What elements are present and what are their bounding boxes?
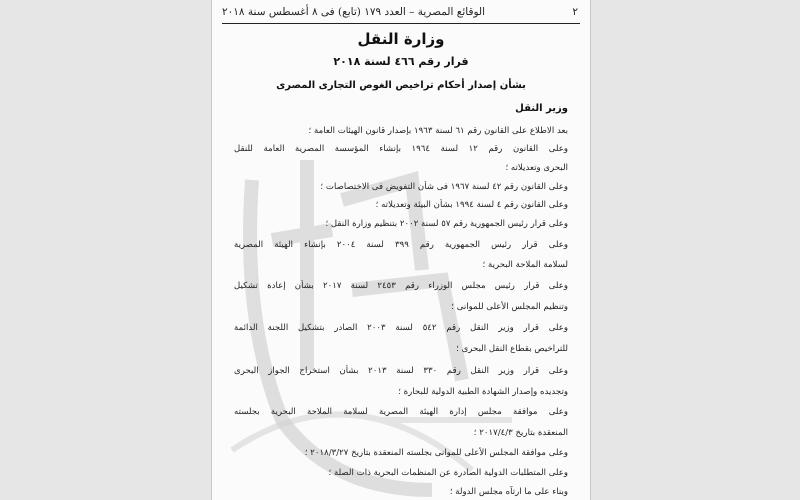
decree-title: قرار رقم ٤٦٦ لسنة ٢٠١٨ <box>333 55 469 68</box>
body-line: لسلامة الملاحة البحرية ؛ <box>482 260 568 270</box>
body-line: وعلى القانون رقم ٤ لسنة ١٩٩٤ بشأن البيئة وتعديلاته ؛ <box>375 200 568 210</box>
body-line: للتراخيص بقطاع النقل البحرى ؛ <box>456 344 568 354</box>
body-line: البحرى وتعديلاته ؛ <box>505 163 568 173</box>
header-rule <box>222 23 580 24</box>
body-line: وعلى قرار رئيس مجلس الوزراء رقم ٢٤٥٣ لسنة ٢٠١٧ بشأن إعادة تشكيل <box>234 281 568 291</box>
minister-heading: وزير النقل <box>515 103 568 114</box>
body-line: وتجديده وإصدار الشهادة الطبية الدولية للبحارة ؛ <box>398 387 568 397</box>
decree-subject: بشأن إصدار أحكام تراخيص الغوص التجارى المصرى <box>276 80 526 91</box>
gazette-page <box>211 0 591 500</box>
body-line: وعلى القانون رقم ٤٢ لسنة ١٩٦٧ فى شأن التفويض فى الاختصاصات ؛ <box>320 182 568 192</box>
gazette-issue-title: الوقائع المصرية – العدد ١٧٩ (تابع) فى ٨ أغسطس سنة ٢٠١٨ <box>222 6 486 18</box>
body-line: المنعقدة بتاريخ ٢٠١٧/٤/٣ ؛ <box>473 428 568 438</box>
body-line: وعلى قرار وزير النقل رقم ٣٣٠ لسنة ٢٠١٣ بشأن استخراج الجواز البحرى <box>234 366 568 376</box>
body-line: وتنظيم المجلس الأعلى للموانى ؛ <box>451 302 568 312</box>
ministry-heading: وزارة النقل <box>357 30 445 48</box>
body-line: بعد الاطلاع على القانون رقم ٦١ لسنة ١٩٦٣ بإصدار قانون الهيئات العامة ؛ <box>308 126 568 136</box>
body-line: وعلى قرار وزير النقل رقم ٥٤٢ لسنة ٢٠٠٣ الصادر بتشكيل اللجنة الدائمة <box>234 323 568 333</box>
body-line: وعلى موافقة المجلس الأعلى للموانى بجلسته المنعقدة بتاريخ ٢٠١٨/٣/٢٧ ؛ <box>304 448 568 458</box>
body-line: وبناء على ما ارتآه مجلس الدولة ؛ <box>449 487 568 497</box>
body-line: وعلى القانون رقم ١٢ لسنة ١٩٦٤ بإنشاء المؤسسة المصرية العامة للنقل <box>234 144 568 154</box>
body-line: وعلى موافقة مجلس إدارة الهيئة المصرية لسلامة الملاحة البحرية بجلسته <box>234 407 568 417</box>
body-line: وعلى قرار رئيس الجمهورية رقم ٥٧ لسنة ٢٠٠٢ بتنظيم وزارة النقل ؛ <box>325 219 568 229</box>
running-header <box>222 6 578 20</box>
page-number: ٢ <box>572 6 578 18</box>
body-line: وعلى قرار رئيس الجمهورية رقم ٣٩٩ لسنة ٢٠٠٤ بإنشاء الهيئة المصرية <box>234 240 568 250</box>
body-line: وعلى المتطلبات الدولية الصادرة عن المنظمات البحرية ذات الصلة ؛ <box>328 468 568 478</box>
